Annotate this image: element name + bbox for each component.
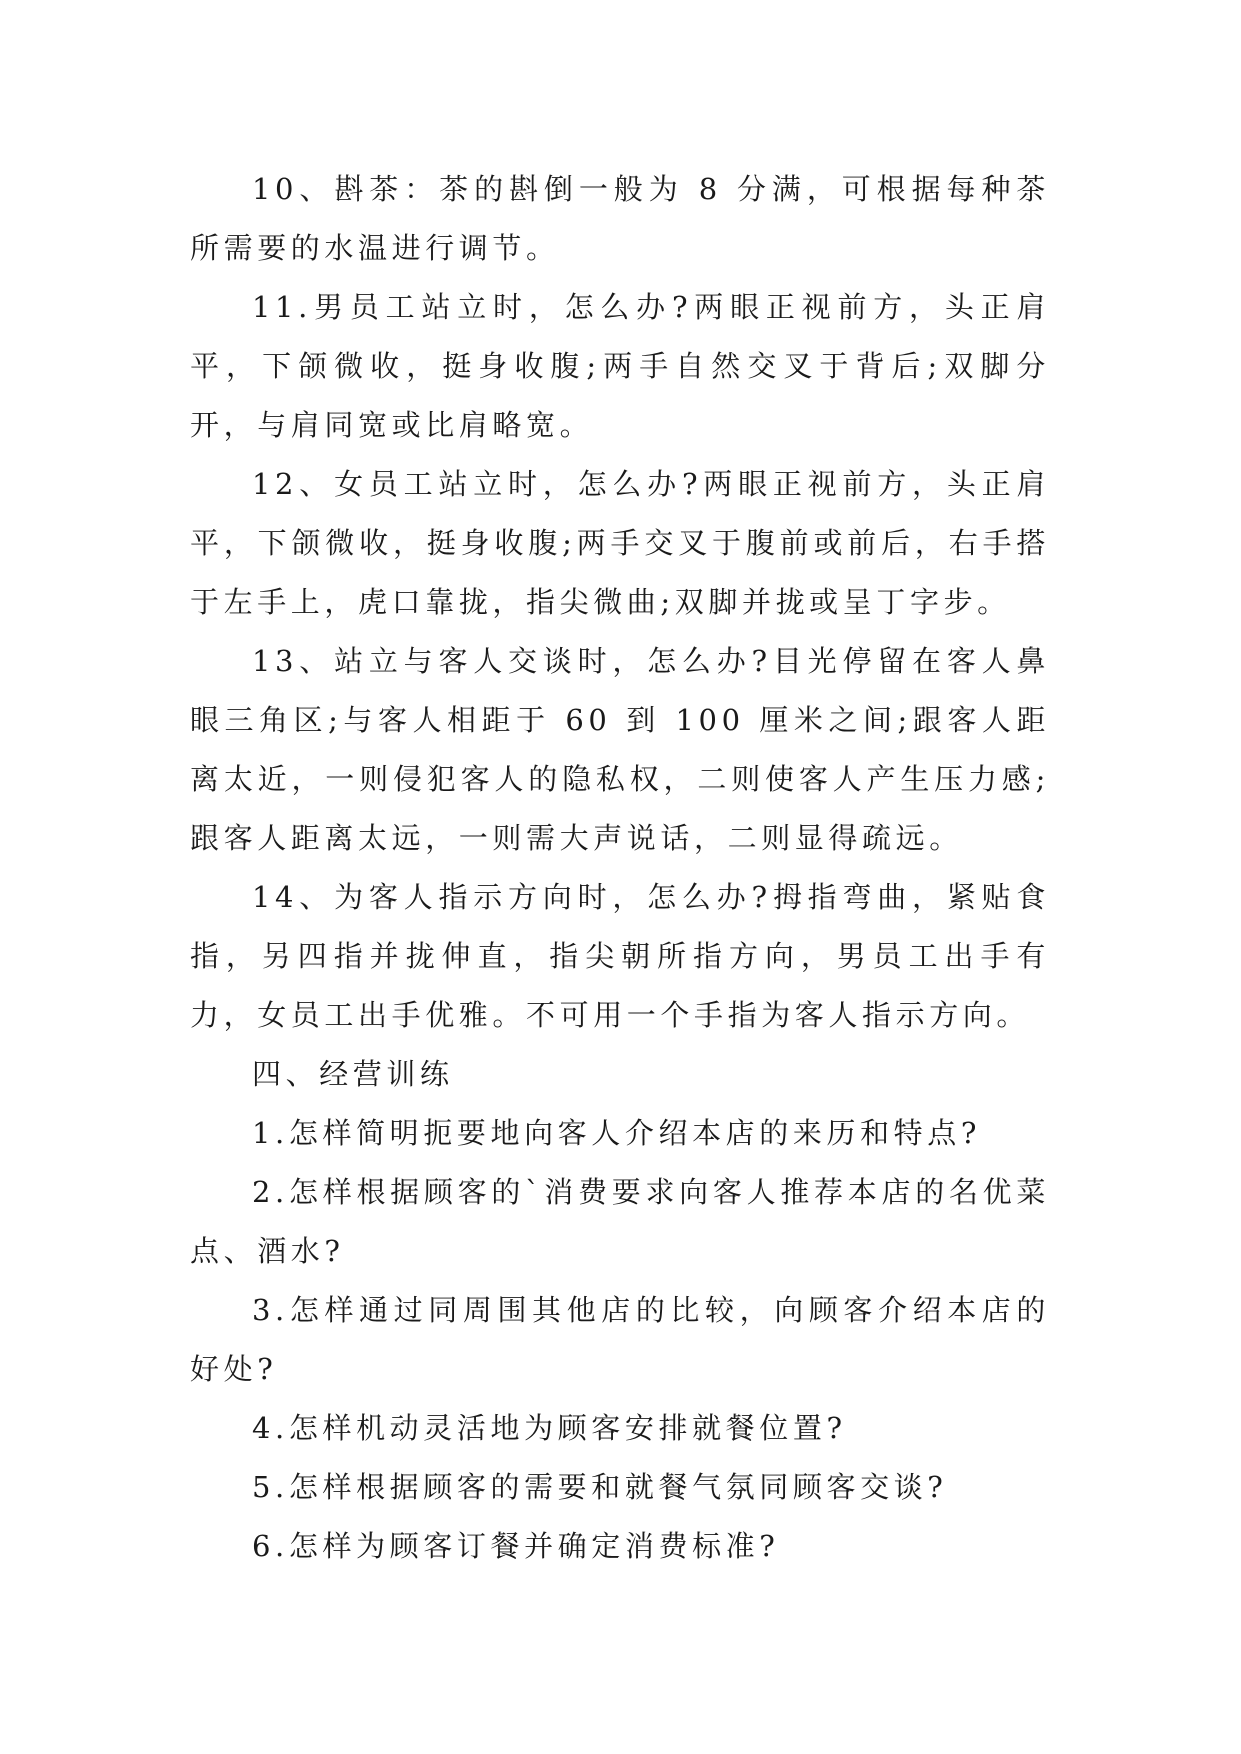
section-heading-operations-training: 四、经营训练 (252, 1057, 454, 1091)
question-6-ordering-standard: 6.怎样为顾客订餐并确定消费标准? (252, 1529, 780, 1563)
paragraph-10-tea-pouring: 10、斟茶：茶的斟倒一般为 8 分满，可根据每种茶所需要的水温进行调节。 (190, 172, 1050, 265)
question-5-conversation: 5.怎样根据顾客的需要和就餐气氛同顾客交谈? (252, 1470, 948, 1504)
paragraph-12-female-standing: 12、女员工站立时，怎么办?两眼正视前方，头正肩平，下颌微收，挺身收腹;两手交叉于腹前或前后，右手搭于左手上，虎口靠拢，指尖微曲;双脚并拢或呈丁字步。 (190, 467, 1050, 619)
question-4-arrange-seating: 4.怎样机动灵活地为顾客安排就餐位置? (252, 1411, 847, 1445)
paragraph-11-male-standing: 11.男员工站立时，怎么办?两眼正视前方，头正肩平，下颌微收，挺身收腹;两手自然交叉于背后;双脚分开，与肩同宽或比肩略宽。 (190, 290, 1050, 442)
question-3-compare-stores: 3.怎样通过同周围其他店的比较，向顾客介绍本店的好处? (190, 1293, 1050, 1386)
paragraph-14-giving-directions: 14、为客人指示方向时，怎么办?拇指弯曲，紧贴食指，另四指并拢伸直，指尖朝所指方向，男员工出手有力，女员工出手优雅。不可用一个手指为客人指示方向。 (190, 880, 1050, 1032)
question-2-recommend-dishes: 2.怎样根据顾客的`消费要求向客人推荐本店的名优菜点、酒水? (190, 1175, 1050, 1268)
paragraph-13-talking-with-guests: 13、站立与客人交谈时，怎么办?目光停留在客人鼻眼三角区;与客人相距于 60 到 100 厘米之间;跟客人距离太近，一则侵犯客人的隐私权，二则使客人产生压力感;跟客人距离太远，一则需大声说话，二则显得疏远。 (190, 644, 1050, 855)
question-1-introduce-store: 1.怎样简明扼要地向客人介绍本店的来历和特点? (252, 1116, 982, 1150)
document-body (190, 160, 1050, 1576)
